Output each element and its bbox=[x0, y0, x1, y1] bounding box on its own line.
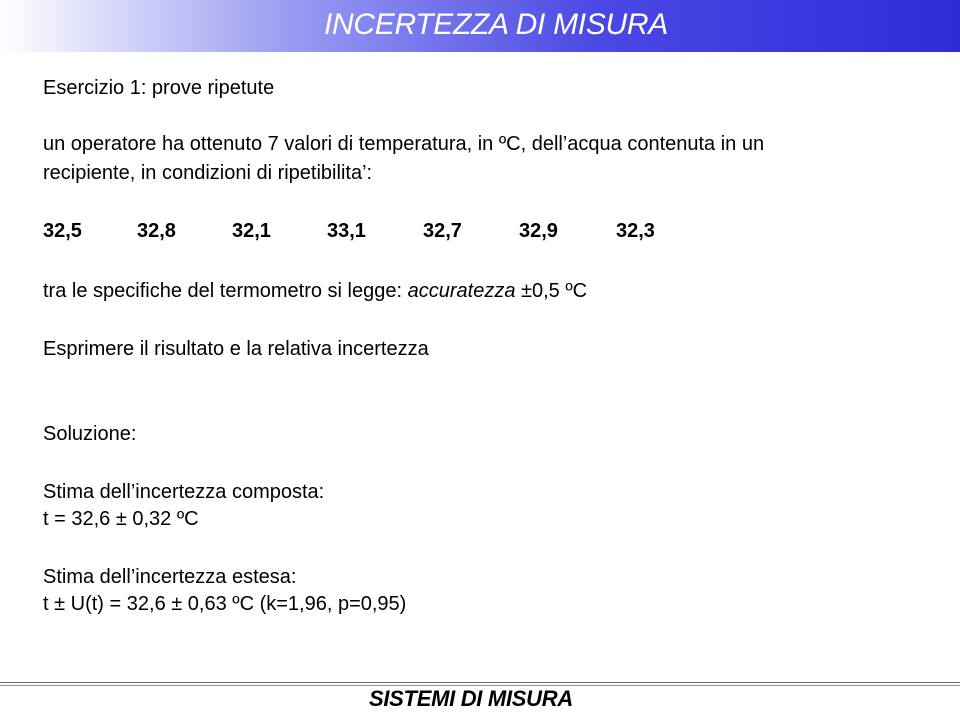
spec-term: accuratezza bbox=[407, 280, 516, 302]
extended-uncertainty-title: Stima dell’incertezza estesa: bbox=[43, 566, 297, 588]
extended-uncertainty-result: t ± U(t) = 32,6 ± 0,63 ºC (k=1,96, p=0,95) bbox=[43, 593, 407, 615]
intro-line-1: un operatore ha ottenuto 7 valori di temperatura, in ºC, dell’acqua contenuta in un bbox=[43, 133, 765, 155]
exercise-heading: Esercizio 1: prove ripetute bbox=[43, 77, 275, 99]
value-item: 32,8 bbox=[137, 220, 176, 242]
spec-prefix: tra le specifiche del termometro si legge: bbox=[43, 280, 408, 302]
title-banner bbox=[0, 0, 960, 52]
footer-divider bbox=[0, 682, 960, 683]
footer-title: SISTEMI DI MISURA bbox=[369, 686, 573, 711]
value-item: 32,9 bbox=[519, 220, 558, 242]
spec-value: ±0,5 ºC bbox=[515, 280, 588, 302]
composed-uncertainty-title: Stima dell’incertezza composta: bbox=[43, 481, 325, 503]
task-text: Esprimere il risultato e la relativa incertezza bbox=[43, 338, 429, 360]
measured-values bbox=[43, 220, 743, 244]
spec-line bbox=[43, 279, 587, 303]
intro-line-2: recipiente, in condizioni di ripetibilita’: bbox=[43, 162, 373, 184]
value-item: 32,3 bbox=[616, 220, 655, 242]
composed-uncertainty-result: t = 32,6 ± 0,32 ºC bbox=[43, 508, 199, 530]
page-title: INCERTEZZA DI MISURA bbox=[323, 8, 668, 41]
value-item: 33,1 bbox=[327, 220, 366, 242]
solution-label: Soluzione: bbox=[43, 423, 137, 445]
value-item: 32,7 bbox=[423, 220, 462, 242]
value-item: 32,5 bbox=[43, 220, 82, 242]
value-item: 32,1 bbox=[232, 220, 271, 242]
